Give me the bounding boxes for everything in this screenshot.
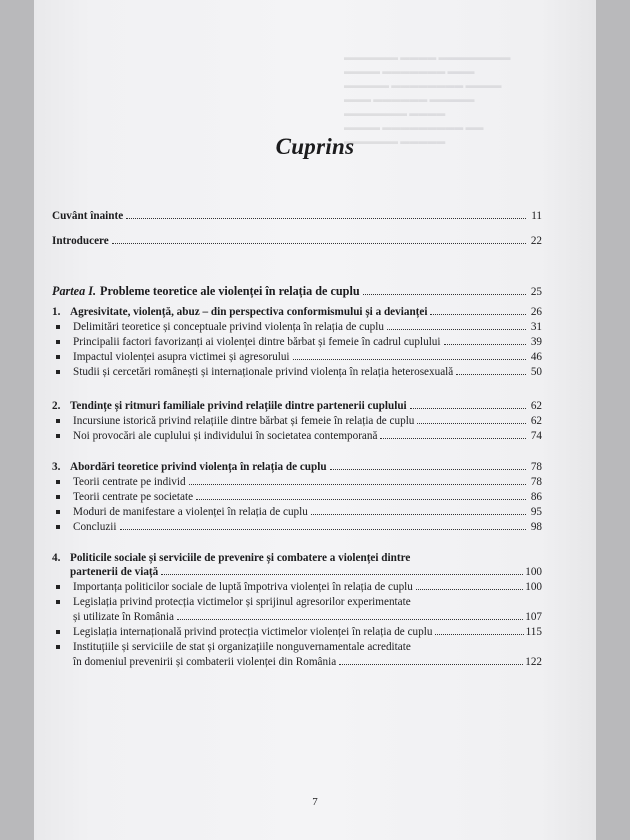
toc-subentry[interactable]: Incursiune istorică privind relațiile dintre bărbat și femeie în relația de cuplu 62	[52, 415, 542, 428]
toc-entry-introduction[interactable]: Introducere 22	[52, 235, 542, 247]
toc-chapter-2[interactable]: 2. Tendințe și ritmuri familiale privind relațiile dintre partenerii cuplului 62	[52, 400, 542, 412]
toc-subentry[interactable]: Concluzii 98	[52, 521, 542, 534]
bullet-icon	[56, 434, 60, 438]
toc-subentry[interactable]: Studii și cercetări românești și internaționale privind violența în relația heterosexuală 50	[52, 366, 542, 379]
bullet-icon	[56, 355, 60, 359]
toc-chapter-1[interactable]: 1. Agresivitate, violență, abuz – din perspectiva conformismului și a devianței 26	[52, 306, 542, 318]
bullet-icon	[56, 525, 60, 529]
toc-subentry[interactable]: Teorii centrate pe societate 86	[52, 491, 542, 504]
page-number: 7	[312, 796, 318, 808]
toc-subentry[interactable]: Principalii factori favorizanți ai violenței dintre bărbat și femeie în cadrul cuplului 39	[52, 336, 542, 349]
bullet-icon	[56, 325, 60, 329]
bullet-icon	[56, 495, 60, 499]
bullet-icon	[56, 419, 60, 423]
bullet-icon	[56, 370, 60, 374]
bullet-icon	[56, 585, 60, 589]
toc-subentry[interactable]: în domeniul prevenirii și combaterii violenței din România 122	[73, 656, 542, 668]
toc-subentry[interactable]: Delimitări teoretice și conceptuale privind violența în relația de cuplu 31	[52, 321, 542, 334]
show-through-text: ▬▬▬▬▬▬ ▬▬▬▬ ▬▬▬▬▬▬▬▬ ▬▬▬▬ ▬▬▬▬▬▬▬ ▬▬▬ ▬▬▬▬▬ ▬▬▬▬▬▬▬▬ ▬▬▬▬ ▬▬▬ ▬▬▬▬▬▬ ▬▬▬▬▬ ▬▬▬▬▬▬▬ ▬▬▬▬ ▬▬▬▬ ▬▬▬▬▬▬▬▬▬ ▬▬ ▬▬▬▬▬▬ ▬▬▬▬▬	[344, 52, 511, 146]
toc-subentry[interactable]: și utilizate în România 107	[73, 611, 542, 623]
toc-subentry[interactable]: Importanța politicilor sociale de luptă împotriva violenței în relația de cuplu 100	[52, 581, 542, 594]
toc-subentry[interactable]: Noi provocări ale cuplului și individului în societatea contemporană 74	[52, 430, 542, 443]
bullet-icon	[56, 630, 60, 634]
toc-subentry[interactable]: Legislația internațională privind protecția victimelor violenței în relația de cuplu 115	[52, 626, 542, 639]
bullet-icon	[56, 480, 60, 484]
bullet-icon	[56, 510, 60, 514]
toc-subentry-line1[interactable]: Legislația privind protecția victimelor și sprijinul agresorilor experimentate	[52, 596, 542, 609]
toc-subentry-line1[interactable]: Instituțiile și serviciile de stat și organizațiile nonguvernamentale acreditate	[52, 641, 542, 654]
bullet-icon	[56, 340, 60, 344]
toc-subentry[interactable]: Impactul violenței asupra victimei și agresorului 46	[52, 351, 542, 364]
page-title: Cuprins	[275, 134, 355, 159]
toc-part-heading[interactable]: Partea I. Probleme teoretice ale violenței în relația de cuplu 25	[52, 284, 542, 298]
toc-subentry[interactable]: Moduri de manifestare a violenței în relația de cuplu 95	[52, 506, 542, 519]
toc-subentry[interactable]: Teorii centrate pe individ 78	[52, 476, 542, 489]
toc-chapter-4-title-line1[interactable]: 4. Politicile sociale și serviciile de prevenire și combatere a violenței dintre	[52, 552, 411, 564]
toc-chapter-3[interactable]: 3. Abordări teoretice privind violența în relația de cuplu 78	[52, 461, 542, 473]
toc-entry-foreword[interactable]: Cuvânt înainte 11	[52, 210, 542, 222]
bullet-icon	[56, 645, 60, 649]
bullet-icon	[56, 600, 60, 604]
toc-chapter-4[interactable]: partenerii de viață 100	[70, 566, 542, 578]
